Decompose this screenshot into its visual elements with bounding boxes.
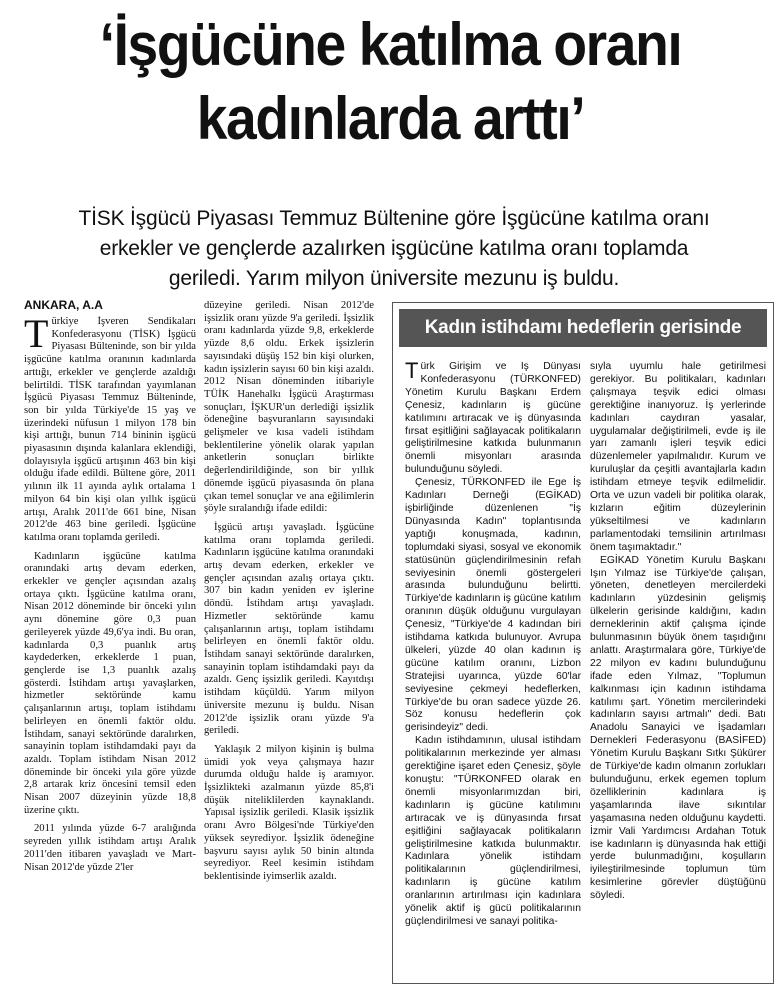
- sidebar-title: Kadın istihdamı hedeflerin gerisinde: [399, 309, 767, 347]
- article-column-2: [204, 300, 374, 996]
- sidebar-paragraph-2: Çenesiz, TÜRKONFED ile Ege İş Kadınları Derneği (EGİKAD) işbirliğinde düzenlenen "İş Dünyasında Kadın" toplantısında yaptığı konuşmada, kadının, toplumdaki siyasi, sosyal ve ekonomik statüsünün güçlendirilmesinin refah seviyesinin önemli göstergeleri arasında bulunduğunu belirtti. Türkiye'de kadınların iş gücüne katılım oranının düşük olduğunu vurgulayan Çenesiz, "Türkiye'de 4 kadından biri istihdama katkıda bulunuyor. Avrupa ülkeleri, yüzde 40 olan kadının iş gücüne katılım oranını, Lizbon Stratejisi uyarınca, yüzde 60'lar seviyesine çekmeyi hedeflerken, Türkiye'de bu oran sadece yüzde 26. Söz konusu hedeflerin çok gerisindeyiz" dedi.: [405, 477, 581, 734]
- article-paragraph-1: Türkiye İşveren Sendikaları Konfederasyonu (TİSK) İşgücü Piyasası Bülteninde, son bir yılda işgücüne katılma oranının kadınlarda arttığı, erkekler ve gençlerde azaldığı belirtildi. TİSK tarafından yayımlanan İşgücü Piyasası Temmuz Bülteninde, son bir yılda Türkiye'de 15 yaş ve üzerindeki nüfusun 1 milyon 178 bin kişi arttığı, bunun 714 bininin işgücü piyasasının dışında kalanlara eklendiği, dolayısıyla işgücü artışının 463 bin kişi olduğu ifade edildi. Bültene göre, 2011 yılının ilk 11 ayında aylık ortalama 1 milyon 64 bin kişi olan yıllık işgücü artışı, Aralık 2011'de 661 bine, Nisan 2012'de 463 bine geriledi. İşgücüne katılma oranı toplamda geriledi.: [24, 316, 196, 543]
- sidebar-column-2: [590, 361, 766, 979]
- sidebar-paragraph-4: sıyla uyumlu hale getirilmesi gerekiyor. Bu politikaları, kadınları çalışmaya teşvik edici olması gerektiğine inanıyoruz. İş yerlerinde kadınları caydıran yasalar, uygulamalar değiştirilmeli, evde iş ile yarı zamanlı işleri teşvik edici düzenlemeler yapılmalıdır. Kurum ve kuruluşlar da çeşitli avantajlarla kadın istihdam etmeye teşvik edilmelidir. Orta ve uzun vadeli bir politika olarak, kızların eğitim düzeylerinin yükseltilmesi ve kadınların parlamentodaki temsilinin artırılması önem taşımaktadır.": [590, 361, 766, 553]
- headline: [31, 8, 750, 156]
- sidebar-box: [392, 302, 774, 984]
- article-column-1: [24, 316, 196, 996]
- deck-subtitle: [14, 204, 774, 294]
- sidebar-paragraph-5: EGİKAD Yönetim Kurulu Başkanı Işın Yılmaz ise Türkiye'de çalışan, yöneten, denetleyen mercilerdeki kadınların yüzdesinin gelişmiş ülkelerin gerisinde kaldığını, kadın derneklerinin aktif çalışma içinde bulunmasının büyük önem taşıdığını anlattı. Araştırmalara göre, Türkiye'de 22 milyon ev kadını bulunduğunu ifade eden Yılmaz, "Toplumun kalkınması için kadının istihdama katılımı şart. Yönetim mercilerindeki kadınların sayısı artmalı" dedi. Batı Anadolu Sanayici ve İşadamları Dernekleri Federasyonu (BASİFED) Yönetim Kurulu Başkanı Sıtkı Şükürer de Türkiye'de kadın olmanın zorlukları bulunduğunu, erkek egemen toplum özelliklerinin kadınlara iş yaşamlarında ilave sıkıntılar yaşamasına neden olduğunu kaydetti. İzmir Vali Yardımcısı Ardahan Totuk ise kadınların iş dünyasında hak ettiği yerde bulunmadığını, koşulların iyileştirilmesinde toplumun tüm kesimlerine görevler düştüğünü söyledi.: [590, 554, 766, 902]
- deck-line-2: erkekler ve gençlerde azalırken işgücüne katılma oranı toplamda: [99, 237, 689, 260]
- byline: ANKARA, A.A: [24, 298, 103, 312]
- headline-line-2: kadınlarda arttı’: [196, 85, 585, 152]
- article-paragraph-3: 2011 yılında yüzde 6-7 aralığında seyreden yıllık istihdam artışı Aralık 2011'den itibaren yavaşladı ve Mart-Nisan 2012'de yüzde 2'ler: [24, 823, 196, 873]
- drop-cap: T: [24, 316, 49, 356]
- sidebar-column-1: [405, 361, 581, 979]
- sidebar-paragraph-1: Türk Girişim ve İş Dünyası Konfederasyonu (TÜRKONFED) Yönetim Kurulu Başkanı Erdem Çenesiz, kadınların iş gücüne katılımını artıracak ve iş dünyasında fırsat eşitliğini sağlayacak politikaların geliştirilmesine katkıda bulunmanın önemli misyonları arasında bulunduğunu söyledi.: [405, 361, 581, 476]
- article-paragraph-4: düzeyine geriledi. Nisan 2012'de işsizlik oranı yüzde 9'a geriledi. İşsizlik oranı kadınlarda yüzde 9,8, erkeklerde yüzde 8,6 oldu. Erkek işsizlerin sayısındaki düşüş 152 bin kişi olurken, kadın işsizlerin sayısı 60 bin kişi azaldı. 2012 Nisan döneminden itibariyle TÜİK Hanehalkı İşgücü Araştırması sonuçları, İŞKUR'un derlediği işsizlik ödeneğine başvuranların sayısındaki gelişmeler ve kısa vadeli istihdam beklentilerine yönelik olarak yapılan anketlerin sonuçları birlikte değerlendirildiğinde, son bir yıllık dönemde işgücü piyasasında ön plana çıkan temel sonuçlar ve ana eğilimlerin şöyle sıralandığı ifade edildi:: [204, 300, 374, 515]
- headline-line-1: ‘İşgücüne katılma oranı: [99, 11, 682, 78]
- deck-line-3: geriledi. Yarım milyon üniversite mezunu iş buldu.: [168, 267, 620, 290]
- article-paragraph-5: İşgücü artışı yavaşladı. İşgücüne katılma oranı toplamda geriledi. Kadınların işgücüne katılma oranındaki artış devam ederken, erkekler ve gençler açısından azalış ortaya çıktı. 307 bin kadın yeniden ev işlerine döndü. İstihdam artışı yavaşladı. Hizmetler sektöründe kamu çalışanlarının artışı, toplam istihdamı belirleyen en önemli faktör oldu. İstihdam sanayi sektöründe daralırken, sanayinin toplam istihdamdaki payı da azaldı. Genç işsizlik geriledi. Kayıtdışı istihdam küçüldü. Yarım milyon üniversite mezunu iş buldu. Nisan 2012'de işsizlik oranı yüzde 9'a geriledi.: [204, 521, 374, 737]
- deck-line-1: TİSK İşgücü Piyasası Temmuz Bültenine göre İşgücüne katılma oranı: [78, 207, 710, 230]
- sidebar-drop-cap: T: [405, 361, 419, 383]
- sidebar-paragraph-3: Kadın istihdamının, ulusal istihdam politikalarının merkezinde yer alması gerektiğine işaret eden Çenesiz, şöyle konuştu: "TÜRKONFED olarak en önemli misyonlarımızdan biri, kadınların iş gücüne katılımını artıracak ve iş dünyasında fırsat eşitliğini sağlayacak politikaların geliştirilmesine katkıda bulunmaktır. Kadınlara yönelik istihdam politikalarının güçlendirilmesi, kadınların iş gücüne katılım oranlarının artırılması için kadınlara yönelik aktif iş gücü politikalarının güçlendirilmesi ve sanayi politika-: [405, 735, 581, 927]
- article-paragraph-2: Kadınların işgücüne katılma oranındaki artış devam ederken, erkekler ve gençler açısından azalış ortaya çıktı. İşgücüne katılma oranı, Nisan 2012 döneminde bir önceki yılın aynı dönemine göre 0,3 puan gerileyerek yüzde 49,6'ya indi. Bu oran, kadınlarda 0,3 puanlık artış kaydederken, erkeklerde 1 puan, gençlerde ise 1,3 puanlık azalış gösterdi. İstihdam artışı yavaşlarken, hizmetler sektöründe kamu çalışanlarının artışı, toplam istihdamı belirleyen en önemli faktör oldu. İstihdam, sanayi sektöründe daralırken, sanayinin toplam istihdamdaki payı da azaldı. Toplam istihdam Nisan 2012 döneminde bir önceki yıla göre yüzde 2,8 artarak kriz öncesini temsil eden Nisan 2007 düzeyinin yüzde 18,8 üzerine çıktı.: [24, 550, 196, 816]
- article-paragraph-6: Yaklaşık 2 milyon kişinin iş bulma ümidi yok veya çalışmaya hazır durumda olduğu halde iş aramıyor. İşsizlikteki azalmanın yüzde 85,8'i düşük niteliklilerden kaynaklandı. Yapısal işsizlik geriledi. Klasik işsizlik oranı Avro Bölgesi'nde Türkiye'den yüksek seyrediyor. İşsizlik ödeneğine başvuru sayısı aylık 50 binin altında seyrediyor. Reel kesimin istihdam beklentisinde iyimserlik azaldı.: [204, 743, 374, 882]
